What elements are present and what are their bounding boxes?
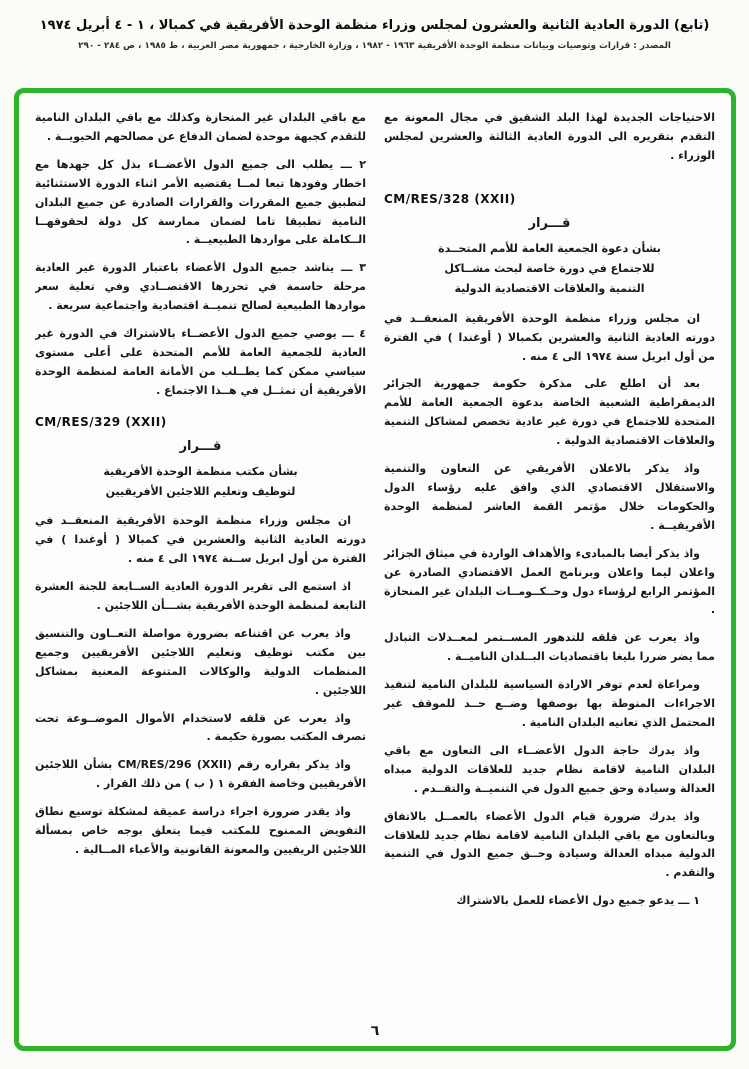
header-title: (تابع) الدورة العادية الثانية والعشرون لمجلس وزراء منظمة الوحدة الأفريقية في كمبالا ، ١ - ٤ أبريل ١٩٧٤ <box>39 18 710 33</box>
body-paragraph: واذ يذكر بالاعلان الأفريقي عن التعاون والتنمية والاستقلال الاقتصادي الذي وافق عليه رؤساء الدول والحكومات خلال مؤتمر القمة العاشر لمنظمة الوحدة الأفريقيــة . <box>384 462 715 532</box>
subtitle-line: بشأن مكتب منظمة الوحدة الأفريقية <box>103 464 298 478</box>
numbered-paragraph-1: ١ ـــ يدعو جميع دول الأعضاء للعمل بالاشتراك <box>456 894 700 908</box>
resolution-328-heading: قـــرار <box>528 215 571 231</box>
left-column <box>35 109 366 1020</box>
body-paragraph: واذ يذكر بقراره رقم CM/RES/296 (XXII) بشأن اللاجئين الأفريقيين وخاصة الفقرة ١ ( ب ) من ذلك القرار . <box>35 758 366 791</box>
numbered-paragraph-2: ٢ ـــ يطلب الى جميع الدول الأعضــاء بذل كل جهدها مع اخطار وفودها تبعا لمــا يقتضيه الأمر اثناء الدورة الاستثنائية لتطبيق جميع المقررات والقرارات الصادرة عن جميع البلدان النامية تطبيقا تاما لضمان ممارسة كل دولة لحقوقهــا الــكاملة على مواردها الطبيعيــة . <box>35 157 366 247</box>
subtitle-line: للاجتماع في دورة خاصة لبحث مشــاكل <box>444 262 655 276</box>
continuation-paragraph: مع باقي البلدان غير المنحازة وكذلك مع باقي البلدان النامية للتقدم كجبهة موحدة لضمان الدفاع عن مصالحهم الحيويــة . <box>35 111 366 143</box>
numbered-paragraph-4: ٤ ـــ يوصي جميع الدول الأعضــاء بالاشتراك في الدورة غير العادية للجمعية العامة للأمم المتحدة على أعلى مستوى سياسي ممكن كما يطــلب من الأمانة العامة لمنظمة الوحدة الأفريقية أن تمثــل في هــذا الاجتماع . <box>35 327 366 397</box>
body-paragraph: واذ يعرب عن قلقه للتدهور المســتمر لمعــدلات التبادل مما يضر ضررا بليغا باقتصاديات البــلدان الناميــة . <box>384 631 715 664</box>
resolution-ref-329: CM/RES/329 (XXII) <box>35 414 167 429</box>
header-source-line: المصدر : قرارات وتوصيات وبيانات منظمة الوحدة الأفريقية ١٩٦٣ - ١٩٨٢ ، وزارة الخارجية ، جمهورية مصر العربية ، ط ١٩٨٥ ، ص ٢٨٤ - ٢٩٠ <box>78 41 671 51</box>
page-header <box>0 0 749 51</box>
subtitle-line: لتوظيف وتعليم اللاجئين الأفريقيين <box>105 485 296 499</box>
body-paragraph: واذ يدرك ضرورة قيام الدول الأعضاء بالعمــل بالاتفاق وبالتعاون مع باقي البلدان النامية لاقامة نظام جديد للعلاقات الدولية مبداه العدالة وسيادة وحــق جميع الدول في التنمية والتقدم . <box>384 809 715 880</box>
body-paragraph: بعد أن اطلع على مذكرة حكومة جمهورية الجزائر الديمقراطية الشعبية الخاصة بدعوة الجمعية العامة للأمم المتحدة للاجتماع في دورة غير عادية تخصص لمشاكل التنمية والعلاقات الاقتصادية الدولية . <box>384 377 715 448</box>
body-paragraph: ومراعاة لعدم توفر الارادة السياسية للبلدان النامية لتنفيذ الاجراءات المنوطة بها بوصفها وضــع حــد للموقف غير المحتمل الذي تعانيه البلدان النامية . <box>384 678 715 729</box>
body-paragraph: ان مجلس وزراء منظمة الوحدة الأفريقية المنعقــد في دورته العادية الثانية والعشرين في كمبالا ( أوغندا ) في الفترة من أول ابريل ســنة ١٩٧٤ الى ٤ منه . <box>35 514 366 566</box>
body-paragraph: واذ يعرب عن اقتناعه بضرورة مواصلة التعــاون والتنسيق بين مكتب توظيف وتعليم اللاجئين الأفريقيين وجميع المنظمات الدولية والوكالات المتنوعة المعنية بمشاكل اللاجئين . <box>35 626 366 697</box>
body-paragraph: واذ يدرك حاجة الدول الأعضــاء الى التعاون مع باقي البلدان النامية لاقامة نظام جديد للعلاقات الدولية مبداه العدالة وسيادة وحق جميع الدول في التنميــة والتقــدم . <box>384 743 715 795</box>
resolution-329-subtitle <box>35 462 366 503</box>
body-paragraph: واذ يقدر ضرورة اجراء دراسة عميقة لمشكلة توسيع نطاق التفويض الممنوح للمكتب فيما يتعلق بوجه خاص بمسألة اللاجئين الريفيين والمعونة القانونية والأعباء المــالية . <box>35 805 366 856</box>
content-columns <box>35 109 715 1020</box>
body-paragraph: واذ يذكر أيضا بالمبادىء والأهداف الواردة في ميثاق الجزائر واعلان ليما واعلان وبرنامج العمل الاقتصادي الصادرة عن المؤتمر الرابع لرؤساء دول وحــكــومــات البلدان غير المنحازة . <box>384 546 715 617</box>
subtitle-line: بشأن دعوة الجمعية العامة للأمم المتحــدة <box>438 241 661 255</box>
resolution-ref-328: CM/RES/328 (XXII) <box>384 191 516 206</box>
body-paragraph: ان مجلس وزراء منظمة الوحدة الأفريقية المنعقــد في دورته العادية الثانية والعشرين بكمبالا ( أوغندا ) في الفترة من أول ابريل سنة ١٩٧٤ الى ٤ منه . <box>384 311 715 363</box>
body-paragraph: اذ استمع الى تقرير الدورة العادية الســابعة للجنة العشرة التابعة لمنظمة الوحدة الأفريقية بشـــأن اللاجئين . <box>35 580 366 612</box>
right-column <box>384 109 715 1020</box>
resolution-329-heading: قـــرار <box>179 438 222 454</box>
resolution-328-subtitle <box>384 239 715 300</box>
carryover-paragraph: الاحتياجات الجديدة لهذا البلد الشقيق في مجال المعونة مع التقدم بتقريره الى الدورة العادية الثالثة والعشرين لمجلس الوزراء . <box>384 111 715 162</box>
numbered-paragraph-3: ٣ ـــ يناشد جميع الدول الأعضاء باعتبار الدورة غير العادية مرحلة حاسمة في تحررها الاقتصــادي وفي تعلية سعر مواردها الطبيعية لصالح تنميــة اقتصادية واجتماعية سريعة . <box>35 261 366 313</box>
body-paragraph: واذ يعرب عن قلقه لاستخدام الأموال الموضــوعة تحت تصرف المكتب بصورة حكيمة . <box>35 711 366 744</box>
content-frame <box>14 88 736 1051</box>
page-number: ٦ <box>370 1023 380 1039</box>
subtitle-line: التنمية والعلاقات الاقتصادية الدولية <box>454 282 645 296</box>
